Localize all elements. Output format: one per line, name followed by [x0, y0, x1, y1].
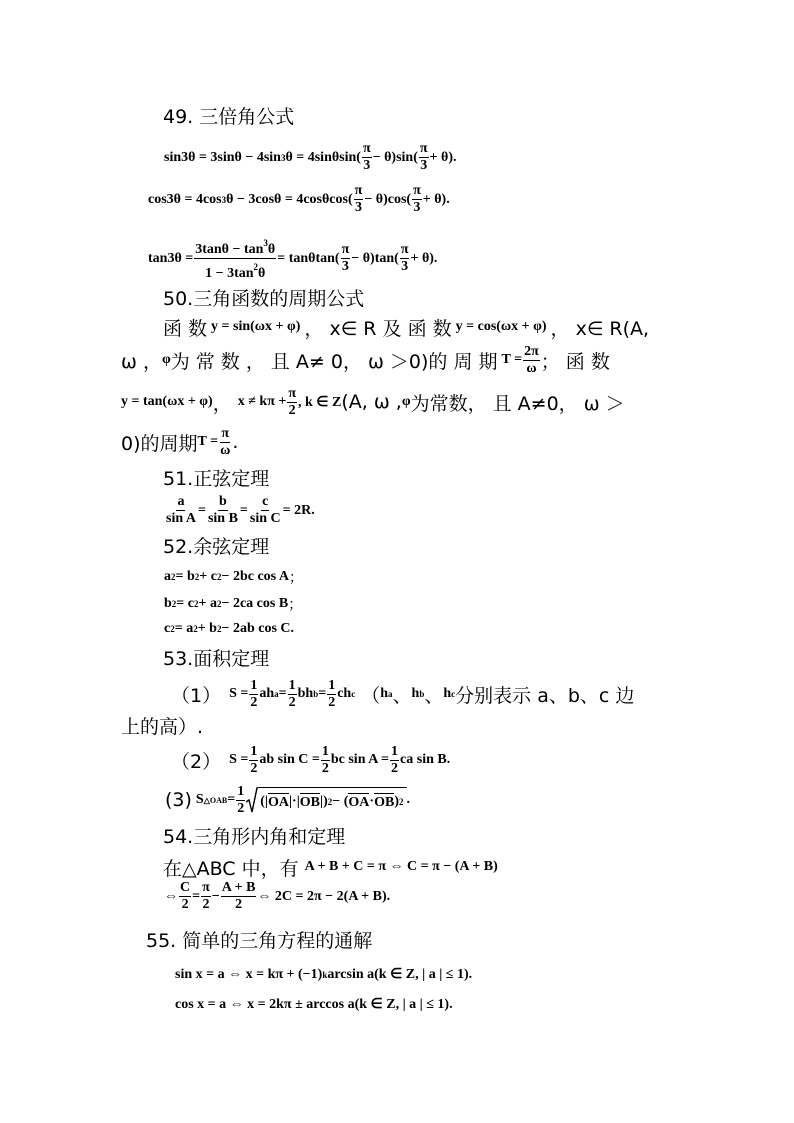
- formula-tan3theta: tan3θ = $\frac{3\tan\theta - \tan^3\theta}{1 - 3\tan^2\theta}$ = tanθtan( $\frac{\pi}{3}$ − θ)tan( $\frac{\pi}{3}$ + θ).: [148, 235, 437, 282]
- heading-54: 54.三角形内角和定理: [163, 826, 346, 848]
- heading-53: 53.面积定理: [163, 648, 270, 670]
- area-formula-3: (3) S △OAB = $\frac{1}{2}$ (| OA |·| OB |) 2 − ( OA · OB ) 2 .: [165, 783, 410, 816]
- formula-cosine-b: b 2 = c 2 + a 2 − 2ca cos B ；: [164, 596, 303, 613]
- area-formula-1-cont: 上的高）.: [121, 716, 204, 738]
- period-line-1: 函 数 y = sin(ωx + φ) ， x∈ R 及 函 数 y = cos(ωx + φ) ， x∈ R(A,: [163, 317, 650, 340]
- formula-cosine-c: c 2 = a 2 + b 2 − 2ab cos C.: [164, 621, 295, 636]
- formula-law-of-sines: $\frac{a}{\text{sin A}}$ = $\frac{b}{\text{sin B}}$ = $\frac{c}{\text{sin C}}$ = 2R.: [166, 494, 315, 526]
- triangle-sum-line-1: 在△ABC 中，有 A + B + C = π ⇔ C = π − (A + B): [163, 857, 498, 880]
- heading-55: 55. 简单的三角方程的通解: [146, 930, 373, 952]
- period-line-3: y = tan(ωx + φ) ， x ≠ kπ + $\frac{\pi}{2}$ , k ∈ Z (A, ω , φ 为常数， 且 A≠0， ω ＞: [121, 385, 625, 418]
- formula-sin-general: sin x = a ⇔ x = kπ + (−1) k arcsin a(k ∈ Z, | a | ≤ 1).: [175, 966, 473, 982]
- heading-51: 51.正弦定理: [163, 468, 270, 490]
- triangle-sum-line-2: ⇔ $\frac{C}{2}$ = $\frac{\pi}{2}$ − $\frac{A + B}{2}$ ⇔ 2C = 2π − 2(A + B).: [164, 880, 391, 912]
- formula-cos-general: cos x = a ⇔ x = 2kπ ± arccos a(k ∈ Z, | a | ≤ 1).: [175, 997, 453, 1012]
- heading-49: 49. 三倍角公式: [163, 106, 295, 128]
- heading-50: 50.三角函数的周期公式: [163, 288, 365, 310]
- period-line-2: ω ， φ 为 常 数 ， 且 A≠ 0， ω ＞0)的 周 期 T = $\frac{2\pi}{\omega}$ ； 函 数: [121, 343, 610, 376]
- formula-cos3theta: cos3θ = 4cos 3 θ − 3cosθ = 4cosθcos( $\frac{\pi}{3}$ − θ)cos( $\frac{\pi}{3}$ + θ).: [148, 183, 450, 215]
- area-formula-2: （2） S = $\frac{1}{2}$ ab sin C = $\frac{1}{2}$ bc sin A = $\frac{1}{2}$ ca sin B.: [171, 743, 451, 776]
- area-formula-1: （1） S = $\frac{1}{2}$ ah a = $\frac{1}{2}$ bh b = $\frac{1}{2}$ ch c （ h a 、 h b 、 h c 分别表示 a、b、c 边: [171, 677, 635, 710]
- formula-cosine-a: a 2 = b 2 + c 2 − 2bc cos A ；: [164, 569, 303, 586]
- heading-52: 52.余弦定理: [163, 536, 270, 558]
- period-line-4: 0)的周期 T = $\frac{\pi}{\omega}$ .: [121, 425, 239, 458]
- formula-sin3theta: sin3θ = 3sinθ − 4sin 3 θ = 4sinθsin( $\frac{\pi}{3}$ − θ)sin( $\frac{\pi}{3}$ + θ).: [164, 141, 457, 173]
- sqrt-sign: (| OA |·| OB |) 2 − ( OA · OB ) 2: [246, 787, 406, 813]
